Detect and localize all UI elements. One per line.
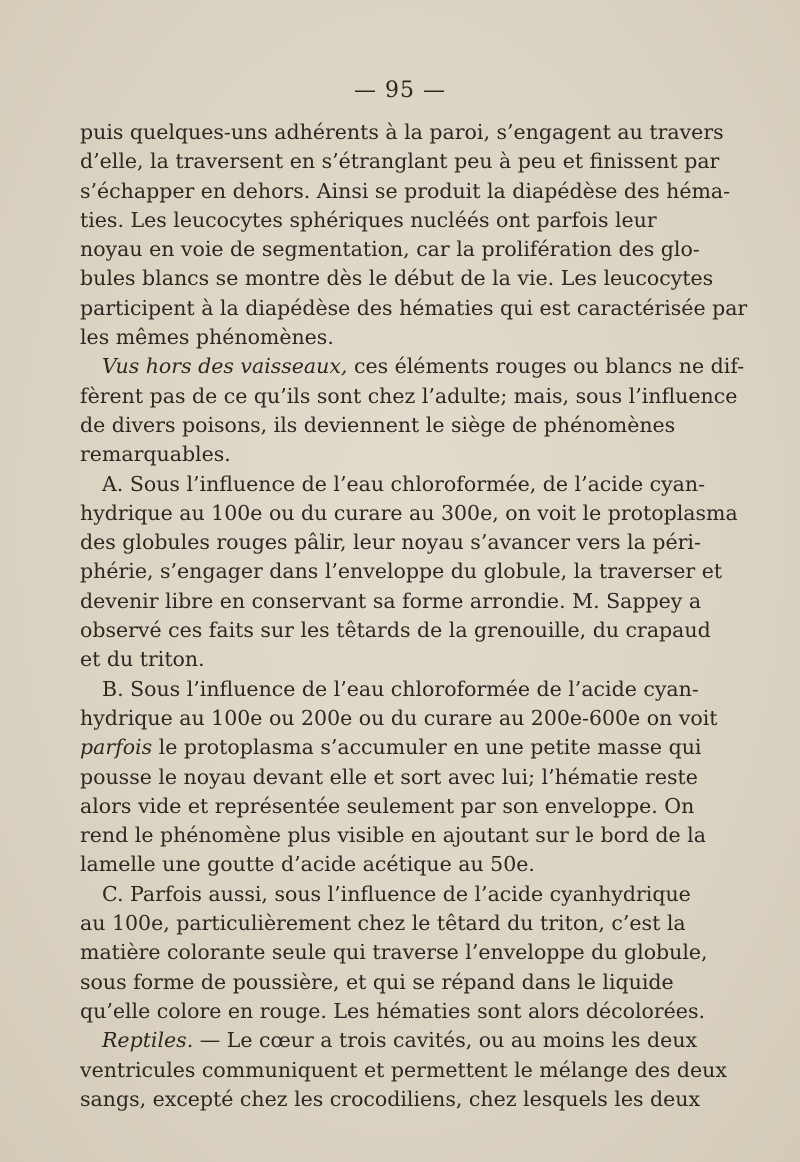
body-text	[80, 118, 748, 1114]
italic-word: parfois	[80, 735, 153, 760]
text-line: des globules rouges pâlir, leur noyau s’avancer vers la péri-	[80, 530, 701, 555]
text-line: alors vide et représentée seulement par son enveloppe. On	[80, 793, 695, 818]
text-line: matière colorante seule qui traverse l’enveloppe du globule,	[80, 940, 708, 965]
text-line: noyau en voie de segmentation, car la prolifération des glo-	[80, 237, 700, 262]
line-rest: le protoplasma s’accumuler en une petite masse qui	[152, 735, 702, 760]
text-line: s’échapper en dehors. Ainsi se produit la diapédèse des héma-	[80, 178, 731, 203]
text-line: d’elle, la traversent en s’étranglant peu à peu et finissent par	[80, 149, 720, 174]
text-line: phérie, s’engager dans l’enveloppe du globule, la traverser et	[80, 559, 723, 584]
text-line: les mêmes phénomènes.	[80, 325, 334, 350]
text-line	[80, 1026, 698, 1055]
text-line: hydrique au 100e ou du curare au 300e, on voit le protoplasma	[80, 500, 738, 525]
text-line: de divers poisons, ils deviennent le siège de phénomènes	[80, 412, 676, 437]
text-line: et du triton.	[80, 647, 205, 672]
text-line: observé ces faits sur les têtards de la grenouille, du crapaud	[80, 618, 711, 643]
italic-lead: Vus hors des vaisseaux,	[102, 354, 348, 379]
text-line: sangs, excepté chez les crocodiliens, chez lesquels les deux	[80, 1086, 701, 1111]
text-line: A. Sous l’influence de l’eau chloroformée, de l’acide cyan-	[102, 471, 706, 496]
text-line: devenir libre en conservant sa forme arrondie. M. Sappey a	[80, 588, 702, 613]
text-line: participent à la diapédèse des hématies qui est caractérisée par	[80, 295, 748, 320]
line-rest: — Le cœur a trois cavités, ou au moins les deux	[193, 1028, 698, 1053]
text-line: bules blancs se montre dès le début de la vie. Les leucocytes	[80, 266, 714, 291]
text-line: ventricules communiquent et permettent le mélange des deux	[80, 1057, 727, 1082]
paragraph-4	[80, 675, 718, 880]
text-line: ties. Les leucocytes sphériques nucléés ont parfois leur	[80, 207, 657, 232]
text-line: au 100e, particulièrement chez le têtard du triton, c’est la	[80, 911, 686, 936]
text-line: qu’elle colore en rouge. Les hématies sont alors décolorées.	[80, 998, 705, 1023]
text-line: B. Sous l’influence de l’eau chloroformée de l’acide cyan-	[102, 676, 699, 701]
paragraph-5	[80, 880, 708, 1026]
text-line	[80, 733, 702, 762]
text-line: puis quelques-uns adhérents à la paroi, s’engagent au travers	[80, 120, 724, 144]
line-rest: ces éléments rouges ou blancs ne dif-	[347, 354, 745, 379]
text-line: sous forme de poussière, et qui se répand dans le liquide	[80, 969, 674, 994]
page-number: — 95 —	[354, 78, 446, 103]
text-line: C. Parfois aussi, sous l’influence de l’acide cyanhydrique	[102, 881, 691, 906]
text-line: fèrent pas de ce qu’ils sont chez l’adulte; mais, sous l’influence	[80, 383, 738, 408]
paragraph-2	[80, 352, 745, 469]
text-line	[80, 352, 745, 381]
italic-lead: Reptiles.	[102, 1028, 194, 1053]
text-line: hydrique au 100e ou 200e ou du curare au 200e-600e on voit	[80, 705, 718, 730]
paragraph-3	[80, 470, 738, 675]
text-line: remarquables.	[80, 442, 231, 467]
text-line: pousse le noyau devant elle et sort avec lui; l’hématie reste	[80, 764, 698, 789]
paragraph-1	[80, 118, 748, 352]
text-line: rend le phénomène plus visible en ajoutant sur le bord de la	[80, 823, 706, 848]
paragraph-6	[80, 1026, 727, 1114]
text-line: lamelle une goutte d’acide acétique au 50e.	[80, 852, 535, 877]
